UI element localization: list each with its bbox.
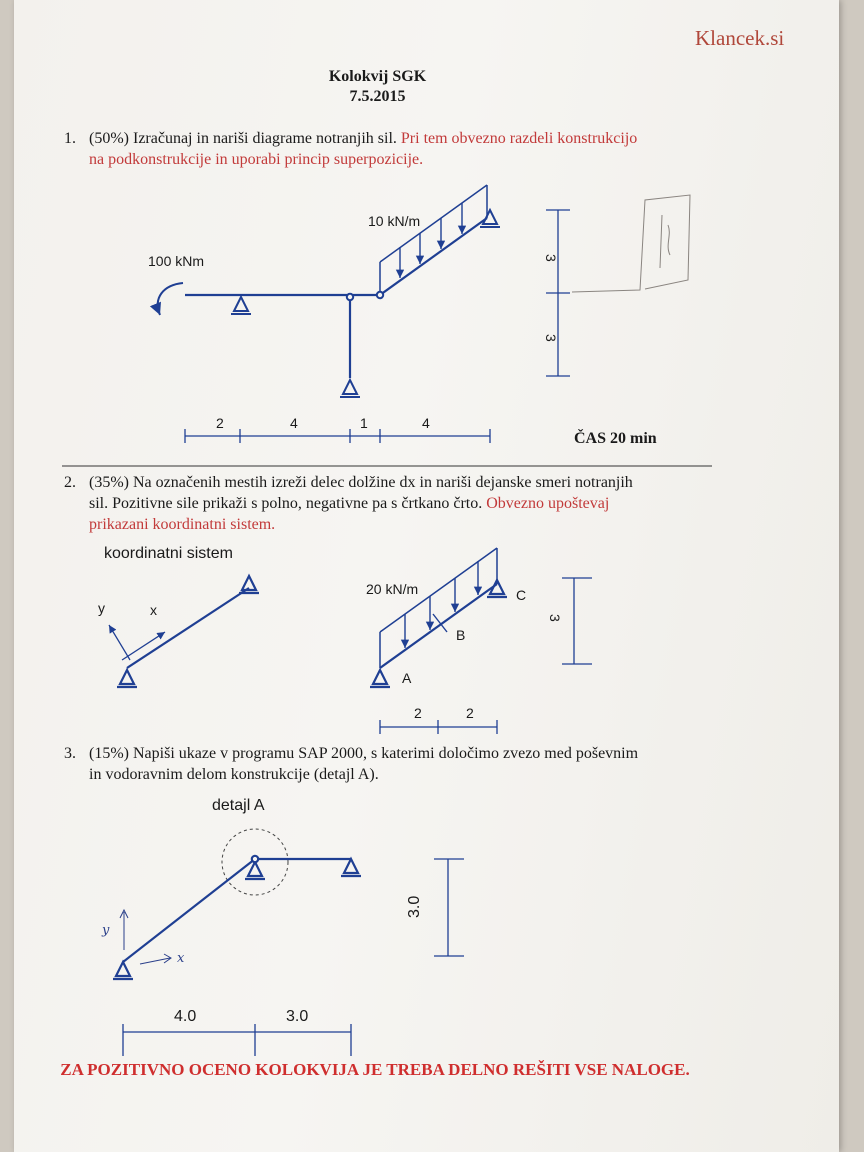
t2-point-b: B [456,627,466,643]
t2-point-a: A [402,670,412,686]
t2-axes [109,625,165,660]
pencil-sketch [572,195,690,292]
time-limit: ČAS 20 min [574,430,657,447]
task2-line2-red: Obvezno upoštevaj [486,495,610,512]
t1-height-2: 3 [543,334,559,342]
t3-height-dim: 3.0 [406,895,423,918]
t1-moment-label: 100 kNm [148,253,205,269]
t2-load-label: 20 kN/m [366,581,419,597]
t2-height-dim: 3 [547,614,563,622]
t1-load-label: 10 kN/m [368,213,421,229]
task1-structure [185,185,487,378]
t3-structure [113,856,361,979]
task3-line2: in vodoravnim delom konstrukcije (detajl A). [89,766,379,783]
t1-dim-3: 1 [360,415,368,431]
task1-text-black: (50%) Izračunaj in nariši diagrame notranjih sil. [89,130,397,147]
t2-coord-title: koordinatni sistem [104,545,233,562]
t2-vertical-dimension [562,578,592,664]
t1-hinge-1 [347,294,353,300]
t1-dimension-line [185,429,490,443]
t1-support-left [234,297,248,311]
t1-hinge-2 [377,292,383,298]
t1-height-1: 3 [543,254,559,262]
t3-hand-axes [120,910,171,964]
task1-number: 1. [64,130,76,147]
t3-vertical-dimension [434,859,464,956]
task2-number: 2. [64,474,76,491]
t2-axis-x: x [150,602,157,618]
t2-axis-y: y [98,600,105,616]
t2-dimension-line [380,720,497,734]
t2-dim-1: 2 [414,705,422,721]
t1-moment-arrow [158,283,183,315]
t3-detail-label: detajl A [212,797,265,814]
t2-coord-system [117,576,259,687]
t1-dim-2: 4 [290,415,298,431]
t1-support-right [483,210,497,224]
task2-line2-black: sil. Pozitivne sile prikaži s polno, negativne pa s črtkano črto. [89,495,483,512]
t2-point-c: C [516,587,527,603]
t3-hand-x: x [177,951,185,966]
t2-dim-2: 2 [466,705,474,721]
exam-title: Kolokvij SGK [328,68,427,85]
task2-line3: prikazani koordinatni sistem. [89,516,276,533]
watermark: Klancek.si [695,26,785,50]
task1-text-red-2: na podkonstrukcije in uporabi princip superpozicije. [89,151,424,168]
task2-line1: (35%) Na označenih mestih izreži delec dolžine dx in nariši dejanske smeri notranjih [89,474,633,491]
t3-dimension-line [123,1024,351,1056]
footer-notice: ZA POZITIVNO OCENO KOLOKVIJA JE TREBA DELNO REŠITI VSE NALOGE. [60,1060,690,1079]
t1-dim-4: 4 [422,415,430,431]
t3-dim-1: 4.0 [174,1008,197,1025]
t3-hand-y: y [102,923,110,938]
exam-date: 7.5.2015 [349,88,406,105]
task3-number: 3. [64,745,76,762]
t1-vertical-dimension [546,210,570,376]
t1-support-bottom [343,380,357,394]
t1-dim-1: 2 [216,415,224,431]
t1-inclined-beam [380,218,487,295]
t3-dim-2: 3.0 [286,1008,309,1025]
task3-line1: (15%) Napiši ukaze v programu SAP 2000, s katerimi določimo zvezo med poševnim [89,745,639,762]
task1-text-red-1: Pri tem obvezno razdeli konstrukcijo [400,130,638,147]
t2-beam [370,548,507,687]
